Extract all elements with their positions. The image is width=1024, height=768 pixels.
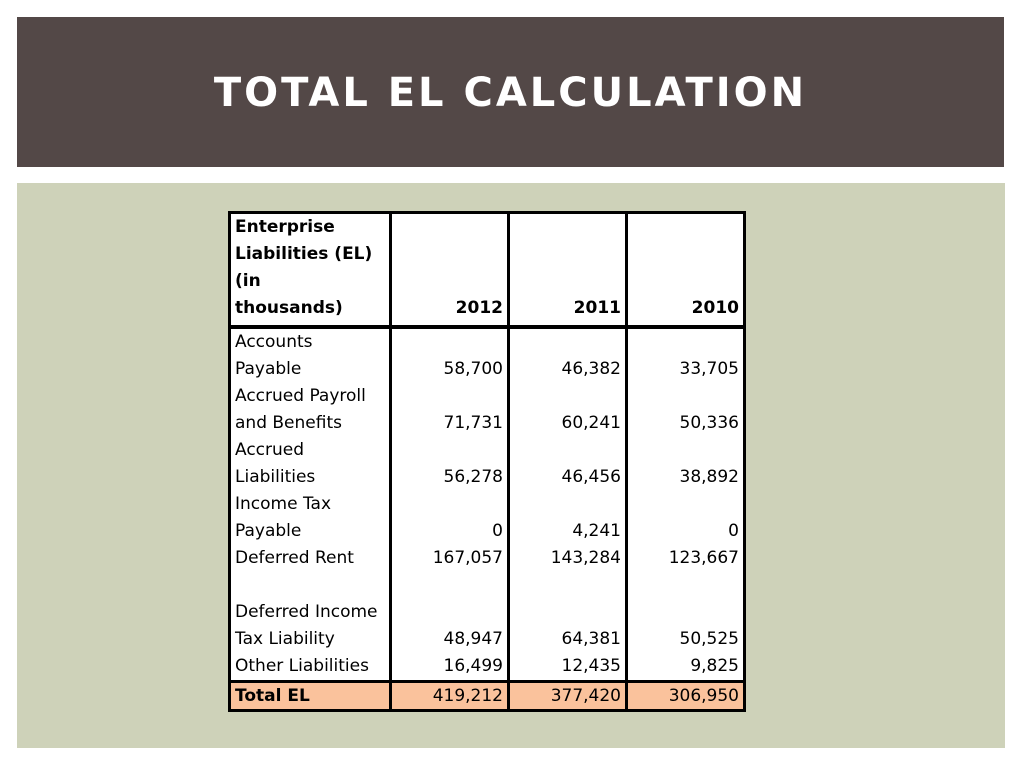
cell-value: 46,382 [509,327,627,383]
row-label-line: Deferred Rent [235,548,354,568]
header-label-cell [230,213,391,328]
table-row [230,572,745,653]
header-label-line: Enterprise [235,217,335,237]
header-year-2012: 2012 [391,213,509,328]
table-row [230,437,745,491]
header-label-line: Liabilities (EL) (in [235,244,373,291]
row-label-line: Income Tax [235,494,332,514]
row-label [230,653,391,682]
cell-value: 123,667 [627,545,745,572]
row-label-line: Accrued [235,440,305,460]
row-label-line: Payable [235,521,302,541]
cell-value: 33,705 [627,327,745,383]
cell-value: 64,381 [509,572,627,653]
title-band [17,17,1004,167]
cell-value: 60,241 [509,383,627,437]
cell-value: 71,731 [391,383,509,437]
cell-value: 50,336 [627,383,745,437]
table-row [230,383,745,437]
row-label [230,327,391,383]
total-label: Total EL [230,682,391,711]
cell-value: 50,525 [627,572,745,653]
cell-value: 16,499 [391,653,509,682]
cell-value: 4,241 [509,491,627,545]
cell-value: 46,456 [509,437,627,491]
total-value: 419,212 [391,682,509,711]
cell-value: 56,278 [391,437,509,491]
row-label [230,437,391,491]
cell-value: 12,435 [509,653,627,682]
row-label [230,491,391,545]
table-header-row [230,213,745,328]
cell-value: 48,947 [391,572,509,653]
enterprise-liabilities-table [228,211,746,712]
header-label-line: thousands) [235,298,343,318]
table-row [230,545,745,572]
row-label-line: Tax Liability [235,629,335,649]
table-row [230,653,745,682]
row-label [230,383,391,437]
row-label-line: and Benefits [235,413,342,433]
cell-value: 58,700 [391,327,509,383]
table-row [230,327,745,383]
row-label-line [235,572,385,599]
total-value: 377,420 [509,682,627,711]
cell-value: 9,825 [627,653,745,682]
row-label-line: Accounts [235,332,313,352]
cell-value: 0 [627,491,745,545]
cell-value: 38,892 [627,437,745,491]
row-label [230,572,391,653]
slide-title: TOTAL EL CALCULATION [213,70,808,116]
total-value: 306,950 [627,682,745,711]
header-year-2010: 2010 [627,213,745,328]
table-row [230,491,745,545]
row-label-line: Accrued Payroll [235,386,366,406]
total-row [230,682,745,711]
cell-value: 0 [391,491,509,545]
row-label-line: Other Liabilities [235,656,369,676]
header-year-2011: 2011 [509,213,627,328]
row-label-line: Payable [235,359,302,379]
row-label [230,545,391,572]
cell-value: 143,284 [509,545,627,572]
row-label-line: Liabilities [235,467,316,487]
cell-value: 167,057 [391,545,509,572]
row-label-line: Deferred Income [235,602,378,622]
